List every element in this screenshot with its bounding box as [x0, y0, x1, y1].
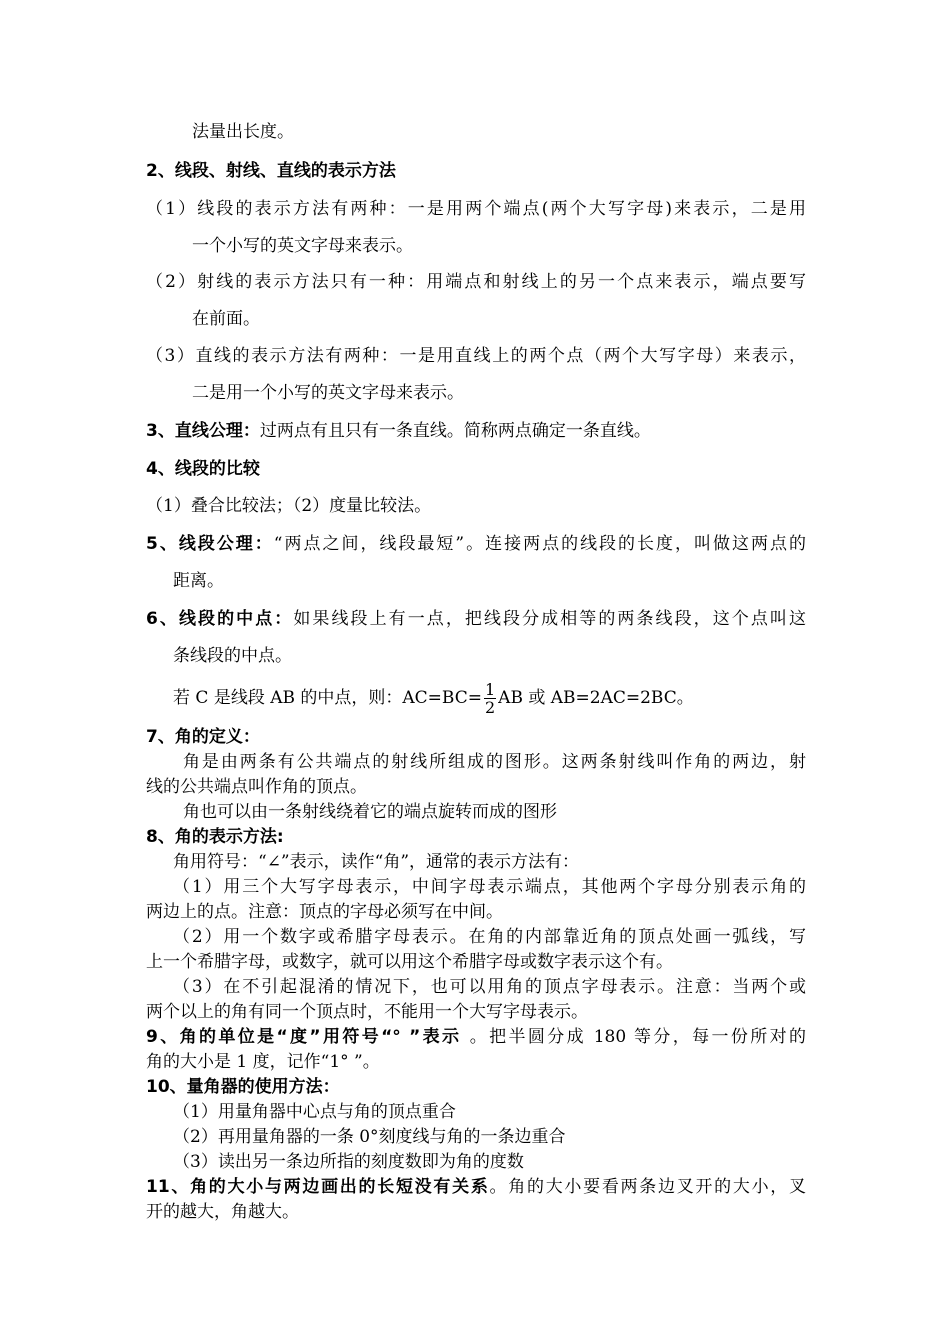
- section7-line3: 角也可以由一条射线绕着它的端点旋转而成的图形: [183, 802, 557, 822]
- fraction-one-half: [484, 681, 496, 716]
- section3-text: 过两点有且只有一条直线。简称两点确定一条直线。: [259, 421, 651, 441]
- fraction-denominator: 2: [484, 698, 496, 717]
- section2-item2-line1: （2）射线的表示方法只有一种：用端点和射线上的另一个点来表示，端点要写: [146, 272, 806, 292]
- section2-item1-line2: 一个小写的英文字母来表示。: [192, 236, 413, 256]
- section2-item3-line1: （3）直线的表示方法有两种：一是用直线上的两个点（两个大写字母）来表示，: [146, 346, 806, 366]
- section9-line2: 角的大小是 1 度，记作“1° ”。: [146, 1052, 380, 1072]
- section6-text: 如果线段上有一点，把线段分成相等的两条线段，这个点叫这: [293, 609, 806, 629]
- formula-prefix: 若 C 是线段 AB 的中点，则：AC=BC=: [173, 688, 482, 708]
- section11-heading: 11、角的大小与两边画出的长短没有关系: [146, 1177, 490, 1197]
- section8-line6: （3）在不引起混淆的情况下，也可以用角的顶点字母表示。注意：当两个或: [173, 977, 806, 997]
- section11-line2: 开的越大，角越大。: [146, 1202, 299, 1222]
- section10-step1: （1）用量角器中心点与角的顶点重合: [173, 1102, 456, 1122]
- section8-line4: （2）用一个数字或希腊字母表示。在角的内部靠近角的顶点处画一弧线，写: [173, 927, 806, 947]
- section8-heading: 8、角的表示方法:: [146, 827, 284, 847]
- section4-heading: 4、线段的比较: [146, 459, 260, 479]
- section2-item3-line2: 二是用一个小写的英文字母来表示。: [192, 383, 464, 403]
- section10-step3: （3）读出另一条边所指的刻度数即为角的度数: [173, 1152, 524, 1172]
- section9-text: 。把半圆分成 180 等分，每一份所对的: [469, 1027, 807, 1047]
- section5-line1: [146, 533, 806, 555]
- section5-line2: 距离。: [173, 571, 224, 591]
- section3-heading: 3、直线公理：: [146, 421, 260, 441]
- section6-line1: [146, 608, 806, 630]
- section4-text: （1）叠合比较法；（2）度量比较法。: [146, 496, 432, 516]
- section7-heading: 7、角的定义：: [146, 727, 260, 747]
- section8-line2: （1）用三个大写字母表示，中间字母表示端点，其他两个字母分别表示角的: [173, 877, 806, 897]
- section11-text: 。角的大小要看两条边叉开的大小，叉: [489, 1177, 806, 1197]
- section10-step2: （2）再用量角器的一条 0°刻度线与角的一条边重合: [173, 1127, 566, 1147]
- section5-heading: 5、线段公理：: [146, 534, 274, 554]
- section10-heading: 10、量角器的使用方法：: [146, 1077, 340, 1097]
- fraction-numerator: 1: [484, 680, 496, 699]
- formula-suffix: AB 或 AB=2AC=2BC。: [498, 688, 694, 708]
- section2-item2-line2: 在前面。: [192, 309, 260, 329]
- section8-line3: 两边上的点。注意：顶点的字母必须写在中间。: [146, 902, 503, 922]
- section9-line1: [146, 1026, 806, 1048]
- section6-heading: 6、线段的中点：: [146, 609, 294, 629]
- midpoint-formula: [173, 678, 694, 718]
- section1-continuation: 法量出长度。: [192, 122, 294, 142]
- section8-line1: 角用符号：“∠”表示，读作“角”，通常的表示方法有：: [173, 852, 580, 872]
- section7-line2: 线的公共端点叫作角的顶点。: [146, 777, 367, 797]
- section7-line1: 角是由两条有公共端点的射线所组成的图形。这两条射线叫作角的两边，射: [183, 752, 806, 772]
- section11-line1: [146, 1176, 806, 1198]
- section6-line2: 条线段的中点。: [173, 646, 292, 666]
- section8-line5: 上一个希腊字母，或数字，就可以用这个希腊字母或数字表示这个有。: [146, 952, 673, 972]
- section8-line7: 两个以上的角有同一个顶点时，不能用一个大写字母表示。: [146, 1002, 588, 1022]
- section2-item1-line1: （1）线段的表示方法有两种：一是用两个端点(两个大写字母)来表示，二是用: [146, 199, 806, 219]
- section2-heading: 2、线段、射线、直线的表示方法: [146, 161, 396, 181]
- section3-paragraph: [146, 420, 651, 442]
- section9-heading: 9、角的单位是“度”用符号“° ”表示: [146, 1027, 470, 1047]
- section5-text: “两点之间，线段最短”。连接两点的线段的长度，叫做这两点的: [273, 534, 806, 554]
